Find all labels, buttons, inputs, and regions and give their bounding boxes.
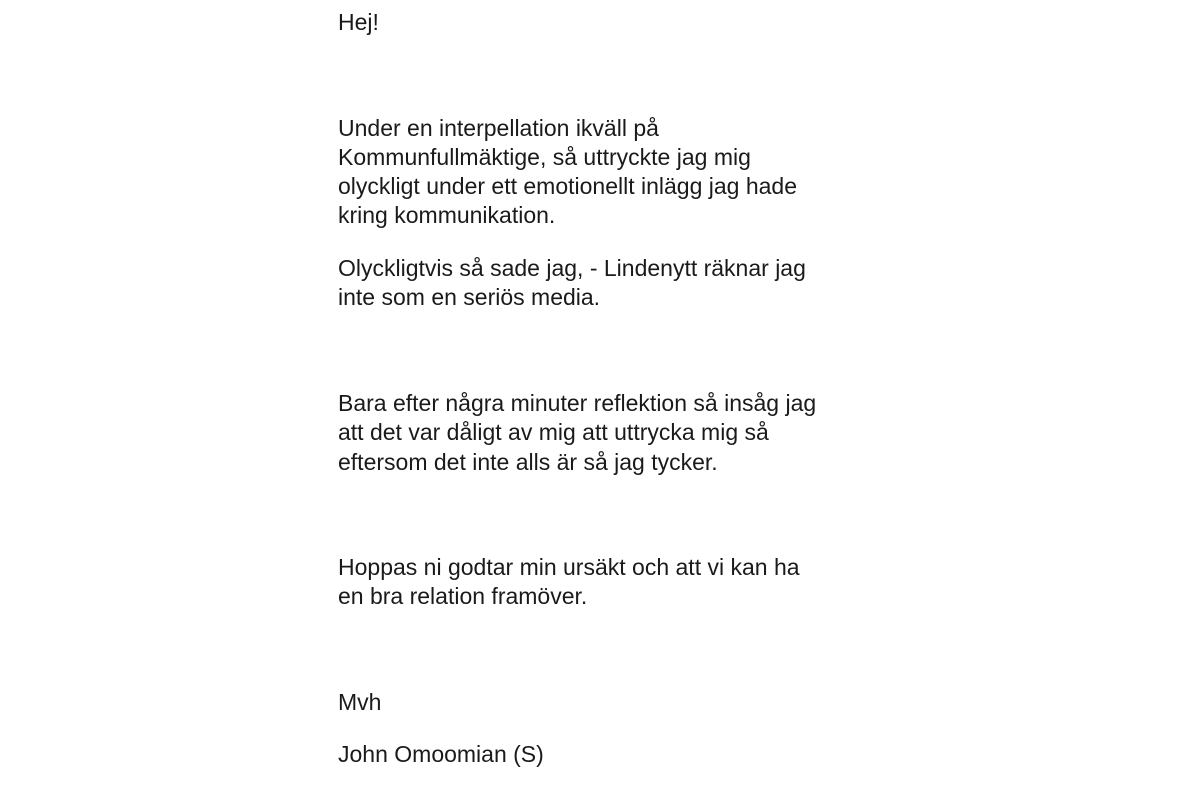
paragraph-line: Bara efter några minuter reflektion så insåg jag <box>338 390 817 416</box>
paragraph-line: inte som en seriös media. <box>338 284 601 310</box>
paragraph-line: olyckligt under ett emotionellt inlägg jag hade <box>338 173 798 199</box>
paragraph-line: Olyckligtvis så sade jag, - Lindenytt räknar jag <box>338 255 806 281</box>
signature: John Omoomian (S) <box>338 741 544 767</box>
closing: Mvh <box>338 689 382 715</box>
paragraph-line: Kommunfullmäktige, så uttryckte jag mig <box>338 144 751 170</box>
paragraph-line: eftersom det inte alls är så jag tycker. <box>338 449 718 475</box>
paragraph-line: att det var dåligt av mig att uttrycka mig så <box>338 419 769 445</box>
paragraph-line: Hoppas ni godtar min ursäkt och att vi kan ha <box>338 554 800 580</box>
greeting: Hej! <box>338 9 379 35</box>
paragraph-line: kring kommunikation. <box>338 202 556 228</box>
paragraph-line: Under en interpellation ikväll på <box>338 115 659 141</box>
paragraph-line: en bra relation framöver. <box>338 583 588 609</box>
